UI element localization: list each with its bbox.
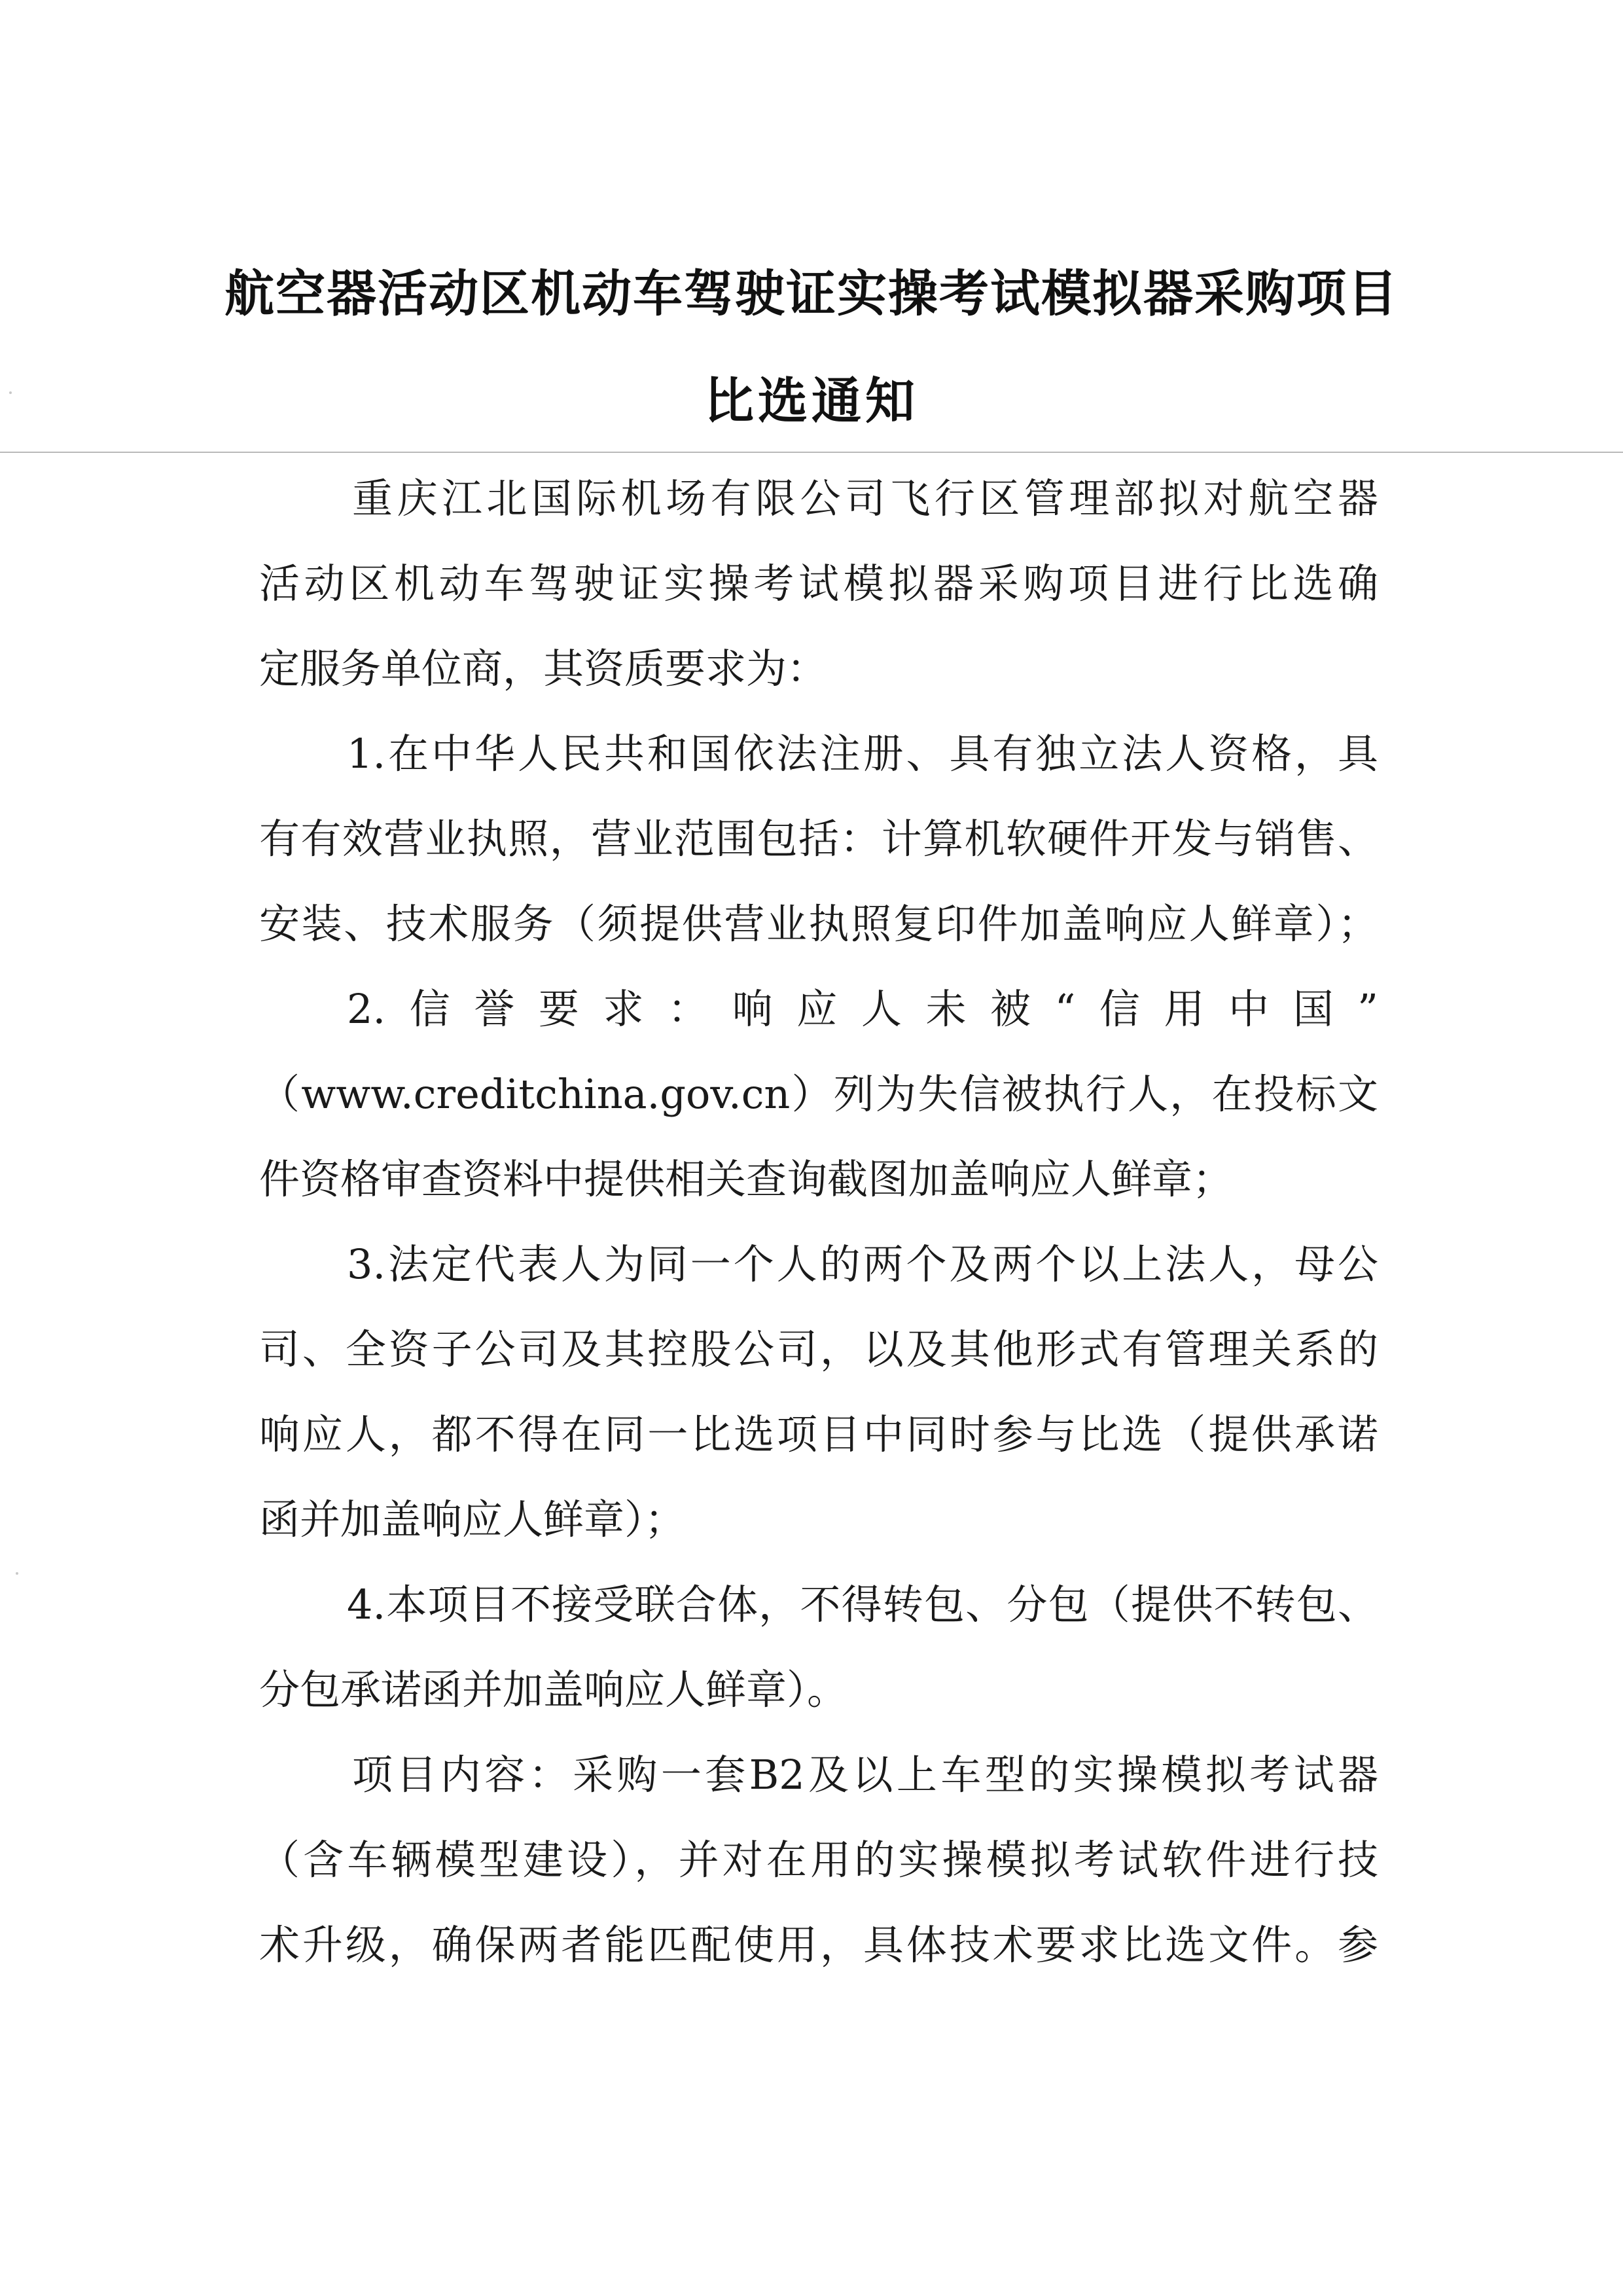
requirement-4-line: 4.本项目不接受联合体，不得转包、分包（提供不转包、 <box>347 1581 1378 1628</box>
requirement-2-line: 件资格审查资料中提供相关查询截图加盖响应人鲜章； <box>259 1155 1234 1203</box>
project-content-line: （含车辆模型建设），并对在用的实操模拟考试软件进行技 <box>259 1836 1378 1884</box>
scan-fold-line <box>0 452 1623 453</box>
document-title: 航空器活动区机动车驾驶证实操考试模拟器采购项目 <box>224 264 1399 323</box>
requirement-3-line: 3.法定代表人为同一个人的两个及两个以上法人，母公 <box>347 1240 1378 1288</box>
requirement-4-line: 分包承诺函并加盖响应人鲜章）。 <box>259 1666 848 1713</box>
intro-line: 重庆江北国际机场有限公司飞行区管理部拟对航空器 <box>352 475 1378 522</box>
requirement-1-line: 安装、技术服务（须提供营业执照复印件加盖响应人鲜章）； <box>259 900 1378 948</box>
intro-line: 活动区机动车驾驶证实操考试模拟器采购项目进行比选确 <box>259 560 1378 607</box>
document-subtitle: 比选通知 <box>704 372 919 430</box>
project-content-line: 项目内容：采购一套B2及以上车型的实操模拟考试器 <box>352 1751 1378 1799</box>
requirement-2-line: （www.creditchina.gov.cn）列为失信被执行人，在投标文 <box>259 1070 1378 1118</box>
project-content-line: 术升级，确保两者能匹配使用，具体技术要求比选文件。参 <box>259 1921 1378 1969</box>
requirement-3-line: 函并加盖响应人鲜章）； <box>259 1496 686 1543</box>
scan-speck <box>16 1572 18 1575</box>
requirement-1-line: 有有效营业执照，营业范围包括：计算机软硬件开发与销售、 <box>259 815 1378 863</box>
requirement-3-line: 响应人，都不得在同一比选项目中同时参与比选（提供承诺 <box>259 1410 1378 1458</box>
requirement-1-line: 1.在中华人民共和国依法注册、具有独立法人资格，具 <box>347 730 1378 778</box>
requirement-2-line: 2.信誉要求：响应人未被“信用中国” <box>347 985 1378 1033</box>
requirement-3-line: 司、全资子公司及其控股公司，以及其他形式有管理关系的 <box>259 1325 1378 1373</box>
intro-line: 定服务单位商，其资质要求为： <box>259 645 828 692</box>
